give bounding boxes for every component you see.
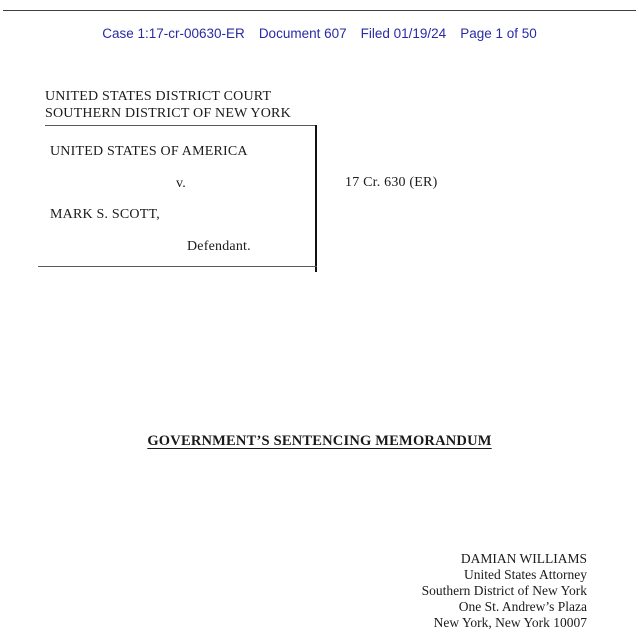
defendant-label: Defendant. [187, 239, 251, 254]
case-number-stamp: Case 1:17-cr-00630-ER [102, 26, 245, 41]
page-top-divider [3, 10, 636, 11]
document-number-stamp: Document 607 [258, 26, 347, 41]
caption-right-rule [315, 125, 317, 272]
ecf-stamp-header [0, 26, 639, 41]
page-count-stamp: Page 1 of 50 [460, 26, 537, 41]
attorney-address-line2: New York, New York 10007 [433, 615, 587, 630]
filed-date-stamp: Filed 01/19/24 [360, 26, 447, 41]
court-district: SOUTHERN DISTRICT OF NEW YORK [45, 106, 291, 121]
document-title: GOVERNMENT’S SENTENCING MEMORANDUM [147, 433, 492, 449]
plaintiff-name: UNITED STATES OF AMERICA [50, 144, 248, 159]
attorney-district: Southern District of New York [421, 583, 587, 598]
caption-top-rule [45, 125, 316, 126]
caption-bottom-rule [38, 266, 317, 267]
signature-block [422, 551, 587, 631]
versus-label: v. [176, 176, 186, 191]
court-heading [45, 88, 291, 122]
docket-number: 17 Cr. 630 (ER) [345, 175, 438, 190]
attorney-role: United States Attorney [464, 567, 587, 582]
attorney-name: DAMIAN WILLIAMS [460, 551, 587, 566]
court-name: UNITED STATES DISTRICT COURT [45, 89, 272, 104]
attorney-address-line1: One St. Andrew’s Plaza [458, 599, 587, 614]
defendant-name: MARK S. SCOTT, [50, 207, 160, 222]
